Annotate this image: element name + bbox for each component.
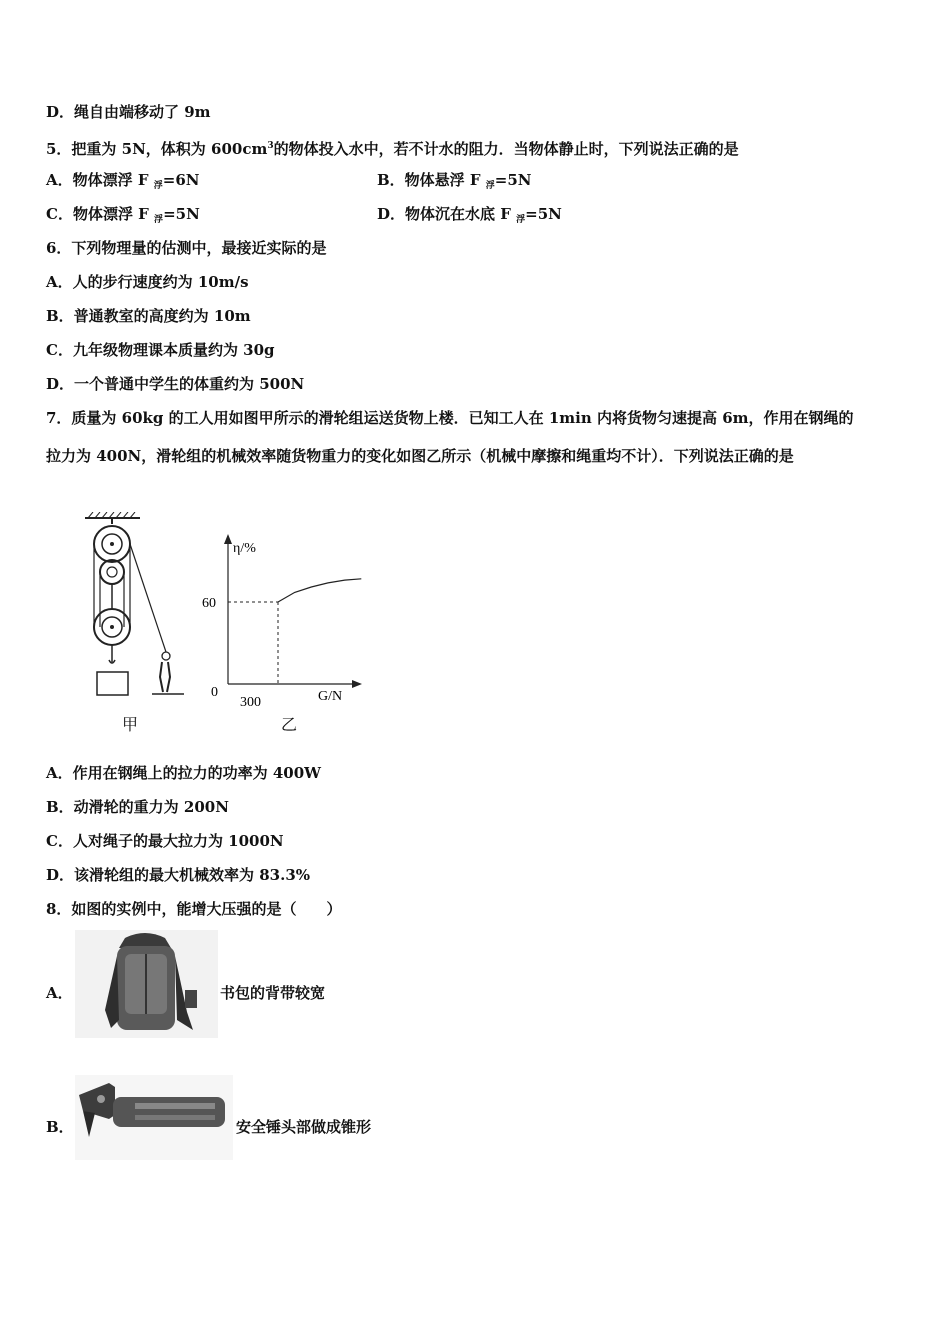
figure-label-yi: 乙 [281,715,298,734]
q5-stem-sup: 3 [267,141,274,151]
x-axis-arrow [352,680,362,688]
q5-c-pre: C．物体漂浮 F [46,205,155,223]
q5-b-post: =5N [494,171,532,189]
q7-option-c: C．人对绳子的最大拉力为 1000N [46,832,284,850]
q8-option-b-text: 安全锤头部做成锥形 [236,1118,372,1136]
q5-stem-a: 5．把重为 5N，体积为 600cm [46,140,268,158]
figure-label-jia: 甲 [122,715,139,734]
q7-option-b: B．动滑轮的重力为 200N [46,798,229,816]
pulley-diagram [80,512,190,697]
q7-stem-line2: 拉力为 400N，滑轮组的机械效率随货物重力的变化如图乙所示（机械中摩擦和绳重均不计）．下列说法正确的是 [46,447,794,465]
q5-b-pre: B．物体悬浮 F [377,171,486,189]
efficiency-curve [278,579,361,602]
y-axis-label: η/% [233,541,256,556]
q8-stem: 8．如图的实例中，能增大压强的是（ ） [46,900,342,918]
q6-option-a: A．人的步行速度约为 10m/s [46,273,249,291]
q5-a-post: =6N [162,171,200,189]
q5-option-c [46,204,200,230]
x-tick-label: 300 [240,695,261,710]
q5-stem-b: 的物体投入水中，若不计水的阻力．当物体静止时，下列说法正确的是 [273,140,739,158]
q5-stem [46,136,739,159]
q5-b-sub: 浮 [485,181,495,191]
q8-option-b-label: B． [46,1118,74,1136]
efficiency-chart [200,528,370,718]
backpack-image [75,930,218,1038]
q5-d-sub: 浮 [516,215,526,225]
q4-option-d: D．绳自由端移动了 9m [46,103,211,121]
y-axis-arrow [224,534,232,544]
q5-a-sub: 浮 [153,181,163,191]
q8-option-a-label: A． [46,984,73,1002]
x-axis-label: G/N [318,689,343,704]
q6-option-c: C．九年级物理课本质量约为 30g [46,341,275,359]
q5-d-pre: D．物体沉在水底 F [377,205,517,223]
q5-option-b [377,170,532,196]
q5-d-post: =5N [525,205,562,223]
q6-option-b: B．普通教室的高度约为 10m [46,307,251,325]
q8-option-a-text: 书包的背带较宽 [220,984,326,1002]
q5-option-d [377,204,562,230]
q5-a-pre: A．物体漂浮 F [46,171,154,189]
q5-c-post: =5N [163,205,200,223]
guide-lines [228,602,278,684]
q5-option-a [46,170,199,196]
safety-hammer-image [75,1075,233,1160]
q6-stem: 6．下列物理量的估测中，最接近实际的是 [46,239,327,257]
q7-option-d: D．该滑轮组的最大机械效率为 83.3% [46,866,311,884]
q6-option-d: D．一个普通中学生的体重约为 500N [46,375,305,393]
q7-stem-line1: 7．质量为 60kg 的工人用如图甲所示的滑轮组运送货物上楼．已知工人在 1min 内将货物匀速提高 6m，作用在钢绳的 [46,409,854,427]
q5-c-sub: 浮 [154,215,164,225]
origin-label: 0 [211,685,218,700]
y-tick-label: 60 [202,596,216,611]
q7-option-a: A．作用在钢绳上的拉力的功率为 400W [46,764,322,782]
